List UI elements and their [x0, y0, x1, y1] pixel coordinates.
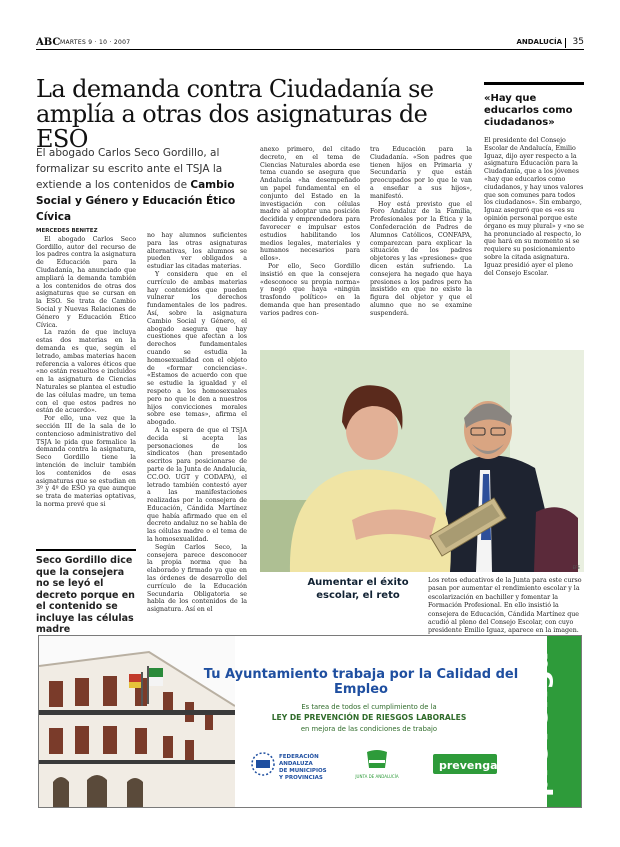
- article-column-4: [370, 146, 472, 336]
- ad-logos-art: [249, 746, 499, 786]
- logo-famp-text-2: ANDALUZA: [279, 761, 313, 767]
- page-header: [36, 36, 584, 50]
- article-headline: [36, 77, 466, 152]
- photo-illustration: [260, 350, 584, 572]
- ad-logos: [249, 746, 499, 786]
- article-deck: [36, 145, 246, 225]
- col1-paragraph-3: Por ello, una vez que la sección III de la sala de lo contencioso administrativo del TSJA le pida que formalice la demanda contra la asignatura, Seco Gordillo tiene la intención de incluir también los contenidos de esas asignaturas que se estudian en 3º y 4º de ESO ya que aunque se trata de materias optativas, la norma prevé que si: [36, 415, 136, 508]
- deck-plain: El abogado Carlos Seco Gordillo, al formalizar su escrito ante el TSJA la extiende a los contenidos de: [36, 147, 223, 191]
- ad-headline: Tu Ayuntamiento trabaja por la Calidad del Empleo: [203, 667, 519, 697]
- sidebar-body: El presidente del Consejo Escolar de Andalucía, Emilio Iguaz, dijo ayer respecto a la asignatura Educación para la Ciudadanía, que a los jóvenes «hay que educarlos como ciudadanos, y hay unos valores que son comunes para todos los ciudadanos». Sin embargo, Iguaz aseguró que es «es su opinión personal porque este órgano es muy plural» y «no se ha pronunciado al respecto, lo que hará en su momento si se requiere su posicionamiento sobre la citada asignatura. Iguaz presidió ayer el pleno del Consejo Escolar.: [484, 137, 584, 277]
- col4-paragraph-2: Hoy está previsto que el Foro Andaluz de la Familia, Profesionales por la Ética y la Confederación de Padres de Alumnos Católicos, CONFAPA, comparezcan para explicar la situación de los padres objetores y las «presiones» que dicen están sufriendo. La consejera ha negado que haya presiones a los padres pero ha insistido en que no existe la figura del objetor y que el alumno que no se examine suspenderá.: [370, 200, 472, 317]
- section-name: ANDALUCÍA: [516, 38, 562, 46]
- advertisement[interactable]: [38, 635, 582, 808]
- logo-junta-text: JUNTA DE ANDALUCÍA: [355, 774, 399, 779]
- famp-logo-icon: [252, 753, 274, 775]
- article-column-1: [36, 228, 136, 543]
- article-author: MERCEDES BENÍTEZ: [36, 228, 98, 234]
- col1-paragraph-2: La razón de que incluya estas dos materias en la demanda es que, según el letrado, ambas materias hacen referencia a valores éticos que «no están resueltos e incluidos en la asignatura de Ciencias Naturales se plantea el estudio de las células madre, un tema con el que estos padres no están de acuerdo».: [36, 329, 136, 415]
- ad-brand-vertical-banner: [521, 636, 581, 808]
- col2-paragraph-1: no hay alumnos suficientes para las otras asignaturas alternativas, los alumnos se pueden ver obligados a estudiar las citadas materias.: [147, 232, 247, 271]
- sidebar-title: «Hay que educarlos como ciudadanos»: [484, 93, 573, 128]
- sidebar-box: [484, 82, 584, 277]
- photo-credit: EFE: [572, 565, 580, 570]
- col3-paragraph-2: Por ello, Seco Gordillo insistió en que la consejera «desconoce su propia norma» y negó que haya «ningún trasfondo político» en la demanda que han presentado varios padres con-: [260, 262, 360, 317]
- article-column-2: [147, 232, 247, 622]
- col2-paragraph-2: Y considera que en el currículo de ambas materias hay contenidos que pueden vulnerar los derechos fundamentales de los padres. Así, sobre la asignatura Cambio Social y Género, el abogado asegura que hay cuestiones que afectan a los derechos fundamentales cuando se estudia la homosexualidad con el objeto de «formar conciencias». «Estamos de acuerdo con que se estudie la igualdad y el respeto a los homosexuales pero no que le den a nuestros hijos convicciones morales sobre ese temas», afirma el abogado.: [147, 270, 247, 427]
- col2-paragraph-4: Según Carlos Seco, la consejera parece desconocer la propia norma que ha elaborado y firmado ya que en las órdenes de desarrollo del currículo de la Educación Secundaria Obligatoria se habla de los contenidos de la asignatura. Así en el: [147, 543, 247, 614]
- headline-line-2: amplía a otras dos asignaturas de ESO: [36, 100, 428, 153]
- ad-brand-vertical-text: prevenga: [521, 652, 554, 797]
- logo-famp-text-3: DE MUNICIPIOS: [279, 768, 327, 774]
- photo-caption-body: Los retos educativos de la Junta para este curso pasan por aumentar el rendimiento escolar y la escolarización en bachiller y fomentar la Formación Profesional. En ello insistió la consejera de Educación, Cándida Martínez que acudió al pleno del Consejo Escolar, con cuyo presidente Emilio Iguaz, aparece en la imagen.: [428, 577, 582, 635]
- issue-date: MARTES 9 · 10 · 2007: [60, 39, 131, 46]
- ad-law-name: LEY DE PREVENCIÓN DE RIESGOS LABORALES: [271, 713, 467, 722]
- ad-tagline-2: en mejora de las condiciones de trabajo: [300, 725, 438, 733]
- headline-line-1: La demanda contra Ciudadanía se: [36, 75, 434, 103]
- article-column-3: [260, 146, 360, 336]
- page-number: 35: [572, 37, 584, 47]
- logo-prevenga-text: prevenga: [439, 759, 498, 772]
- ad-tagline-1: Es tarea de todos el cumplimiento de la: [301, 703, 437, 711]
- col2-paragraph-3: A la espera de que el TSJA decida si acepta las personaciones de los sindicatos (han presentado escritos para posicionarse de parte de la Junta de Andalucía, CC.OO. UGT y CODAPA), el letrado también contestó ayer a las manifestaciones realizadas por la consejera de Educación, Cándida Martínez que había afirmado que en el decreto andaluz no se habla de las células madre o el tema de la homosexualidad.: [147, 426, 247, 544]
- col4-paragraph-1: tra Educación para la Ciudadanía. «Son padres que tienen hijos en Primaria y Secundaria y que están preocupados por lo que le van a enseñar a sus hijos», manifestó.: [370, 146, 472, 200]
- col3-paragraph-1: anexo primero, del citado decreto, en el tema de Ciencias Naturales aborda ese tema cuando se asegura que Andalucía «ha desempeñado un papel fundamental en el conjunto del Estado en la investigación con células madre al adoptar una posición decidida y emprendedora para favorecer e impulsar estos estudios habilitando los medios legales, materiales y humanos necesarios para ellos».: [260, 146, 360, 263]
- logo-famp-text-4: Y PROVINCIAS: [279, 775, 323, 781]
- pull-quote: Seco Gordillo dice que la consejera no se leyó el decreto porque en el contenido se incluye las células madre: [36, 549, 136, 636]
- news-photo: [260, 350, 584, 572]
- junta-logo-icon: [367, 750, 387, 768]
- header-divider: [565, 38, 566, 48]
- deck-bold: Cambio Social y Género y Educación Ético Cívica: [36, 179, 236, 223]
- town-hall-illustration: [39, 636, 235, 808]
- ad-town-hall-image: [39, 636, 235, 808]
- col1-paragraph-1: El abogado Carlos Seco Gordillo, autor del recurso de los padres contra la asignatura de Educación para la Ciudadanía, ha anunciado que ampliará la demanda también a los contenidos de otras dos asignaturas que se cursan en la ESO. Se trata de Cambio Social y Nuevas Relaciones de Género y Educación Ético Cívica.: [36, 235, 136, 329]
- photo-caption-title: Aumentar el éxito escolar, el reto: [307, 577, 409, 601]
- logo-famp-text-1: FEDERACIÓN: [279, 754, 319, 760]
- newspaper-brand: ABC: [36, 37, 61, 48]
